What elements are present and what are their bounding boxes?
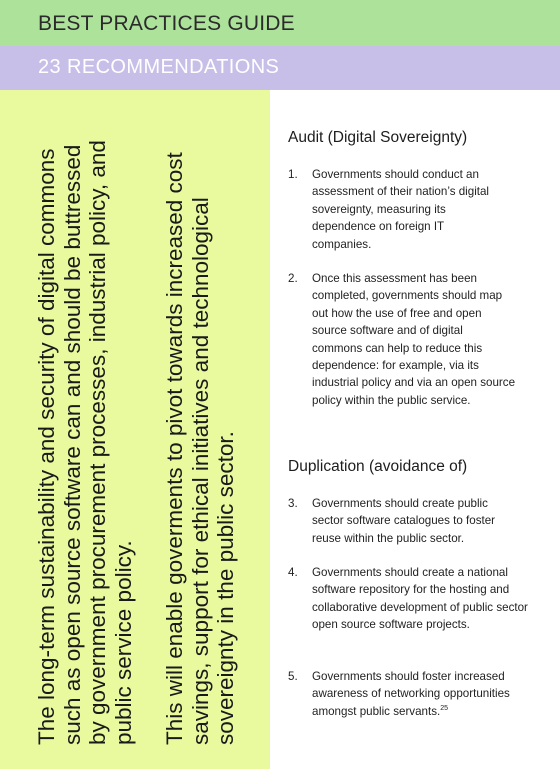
item-number: 5. bbox=[288, 670, 298, 683]
item-text: Governments should create a national software repository for the hosting and collaborative development of public sector open source software projects. bbox=[312, 566, 528, 632]
item-number: 1. bbox=[288, 168, 298, 181]
section-title-audit: Audit (Digital Sovereignty) bbox=[288, 129, 468, 146]
highlight-panel bbox=[0, 90, 270, 769]
list-item bbox=[288, 166, 538, 253]
list-item bbox=[288, 668, 538, 720]
sidebar-paragraph-1: The long-term sustainability and security of digital commons such as open source software can and should be buttressed by government procurement processes, industrial policy, and public service policy. bbox=[34, 140, 136, 745]
sidebar-paragraph-2: This will enable goverments to pivot towards increased cost savings, support for ethical initiatives and technological sovereignty in the public sector. bbox=[162, 152, 238, 745]
item-number: 4. bbox=[288, 566, 298, 579]
list-item bbox=[288, 495, 538, 547]
item-text: Governments should foster increased awareness of networking opportunities amongst public servants. bbox=[312, 670, 510, 718]
subheader-band bbox=[0, 46, 560, 90]
footnote-marker: 25 bbox=[440, 704, 449, 712]
guide-title: BEST PRACTICES GUIDE bbox=[38, 12, 295, 35]
section-title-duplication: Duplication (avoidance of) bbox=[288, 458, 468, 475]
item-text: Governments should create public sector software catalogues to foster reuse within the public sector. bbox=[312, 497, 496, 545]
item-number: 3. bbox=[288, 497, 298, 510]
list-item bbox=[288, 270, 538, 409]
item-text: Once this assessment has been completed, governments should map out how the use of free and open source software and of digital commons can help to reduce this dependence: for example, via its industrial policy and via an open source policy within the public service. bbox=[312, 272, 516, 407]
item-number: 2. bbox=[288, 272, 298, 285]
item-text: Governments should conduct an assessment of their nation’s digital sovereignty, measuring its dependence on foreign IT companies. bbox=[312, 168, 490, 251]
item-text-wrapper bbox=[312, 668, 538, 720]
list-item bbox=[288, 564, 538, 634]
recommendations-count: 23 RECOMMENDATIONS bbox=[38, 56, 280, 78]
header-band bbox=[0, 0, 560, 46]
